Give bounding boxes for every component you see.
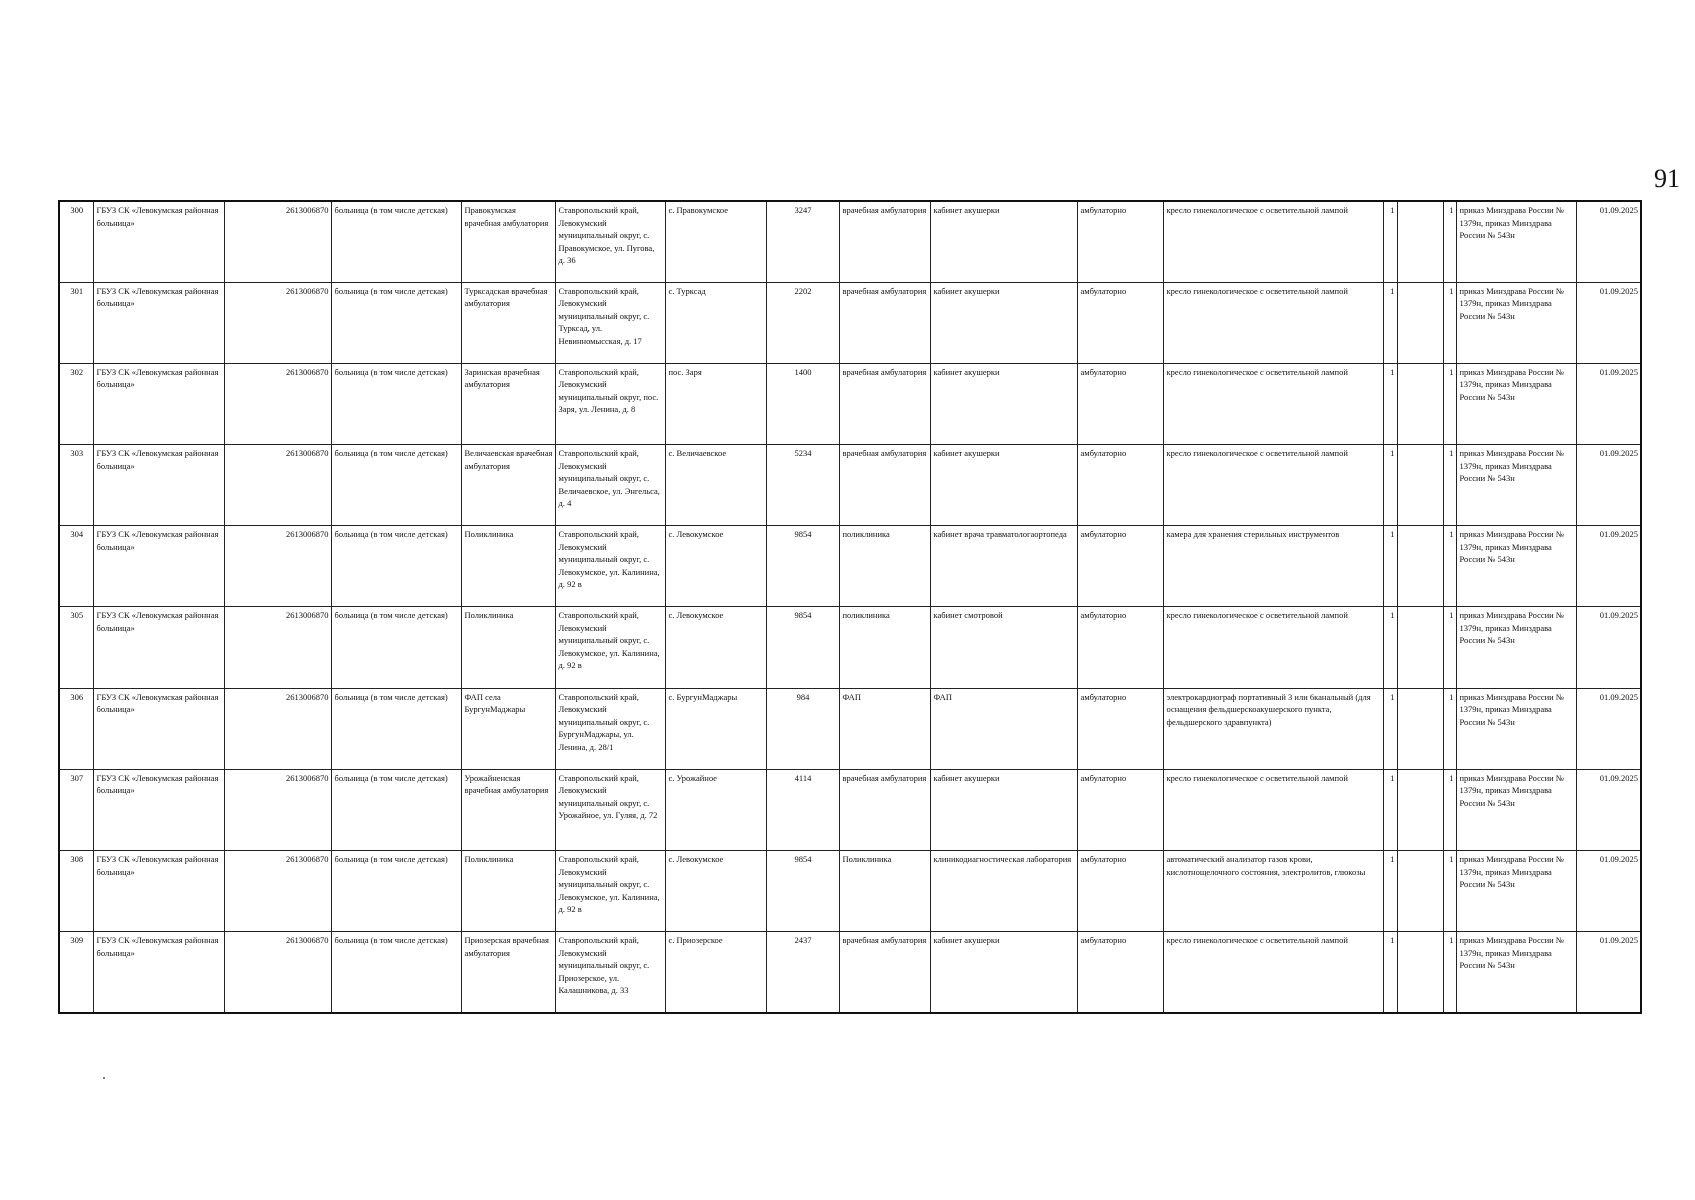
equipment-cell: кресло гинекологическое с осветительной лампой bbox=[1163, 282, 1383, 363]
population-cell: 3247 bbox=[766, 201, 839, 282]
organization-cell: ГБУЗ СК «Левокумская районная больница» bbox=[93, 526, 224, 607]
institution-type-cell: больница (в том числе детская) bbox=[331, 851, 461, 932]
equipment-cell: электрокардиограф портативный 3 или 6канальный (для оснащения фельдшерскоакушерского пункта, фельдшерского здравпункта) bbox=[1163, 688, 1383, 769]
equipment-cell: кресло гинекологическое с осветительной лампой bbox=[1163, 363, 1383, 444]
quantity-needed-cell: 1 bbox=[1383, 445, 1397, 526]
date-cell: 01.09.2025 bbox=[1576, 607, 1641, 688]
quantity-planned-cell: 1 bbox=[1443, 526, 1456, 607]
subdivision-cell: Поликлиника bbox=[461, 607, 555, 688]
subdivision-cell: Приозерская врачебная амбулатория bbox=[461, 932, 555, 1013]
subdivision-cell: Турксадская врачебная амбулатория bbox=[461, 282, 555, 363]
inn-cell: 2613006870 bbox=[224, 769, 331, 850]
settlement-cell: с. БургунМаджары bbox=[665, 688, 766, 769]
equipment-cell: кресло гинекологическое с осветительной лампой bbox=[1163, 607, 1383, 688]
cabinet-cell: кабинет акушерки bbox=[930, 769, 1077, 850]
table-row bbox=[59, 282, 1641, 363]
quantity-planned-cell: 1 bbox=[1443, 769, 1456, 850]
organization-cell: ГБУЗ СК «Левокумская районная больница» bbox=[93, 851, 224, 932]
cabinet-cell: кабинет врача травматологаортопеда bbox=[930, 526, 1077, 607]
care-form-cell: амбулаторно bbox=[1077, 526, 1163, 607]
equipment-cell: автоматический анализатор газов крови, кислотнощелочного состояния, электролитов, глюкозы bbox=[1163, 851, 1383, 932]
address-cell: Ставропольский край, Левокумский муниципальный округ, с. Приозерское, ул. Калашникова, д. 33 bbox=[555, 932, 665, 1013]
row-number-cell: 304 bbox=[59, 526, 93, 607]
regulation-cell: приказ Минздрава России № 1379н, приказ Минздрава России № 543н bbox=[1456, 851, 1576, 932]
institution-type-cell: больница (в том числе детская) bbox=[331, 363, 461, 444]
subdivision-cell: Урожайненская врачебная амбулатория bbox=[461, 769, 555, 850]
cabinet-cell: кабинет акушерки bbox=[930, 201, 1077, 282]
organization-cell: ГБУЗ СК «Левокумская районная больница» bbox=[93, 201, 224, 282]
date-cell: 01.09.2025 bbox=[1576, 769, 1641, 850]
unit-type-cell: врачебная амбулатория bbox=[839, 932, 930, 1013]
date-cell: 01.09.2025 bbox=[1576, 688, 1641, 769]
quantity-needed-cell: 1 bbox=[1383, 932, 1397, 1013]
quantity-needed-cell: 1 bbox=[1383, 282, 1397, 363]
quantity-available-cell bbox=[1397, 688, 1443, 769]
unit-type-cell: ФАП bbox=[839, 688, 930, 769]
inn-cell: 2613006870 bbox=[224, 851, 331, 932]
date-cell: 01.09.2025 bbox=[1576, 445, 1641, 526]
population-cell: 2202 bbox=[766, 282, 839, 363]
quantity-needed-cell: 1 bbox=[1383, 688, 1397, 769]
inn-cell: 2613006870 bbox=[224, 932, 331, 1013]
quantity-available-cell bbox=[1397, 363, 1443, 444]
address-cell: Ставропольский край, Левокумский муниципальный округ, с. Левокумское, ул. Калинина, д. 92 в bbox=[555, 851, 665, 932]
quantity-available-cell bbox=[1397, 526, 1443, 607]
cabinet-cell: клиникодиагностическая лаборатория bbox=[930, 851, 1077, 932]
institution-type-cell: больница (в том числе детская) bbox=[331, 769, 461, 850]
address-cell: Ставропольский край, Левокумский муниципальный округ, с. Турксад, ул. Невинномысская, д. 17 bbox=[555, 282, 665, 363]
page-number: 91 bbox=[1654, 164, 1680, 193]
quantity-planned-cell: 1 bbox=[1443, 201, 1456, 282]
inn-cell: 2613006870 bbox=[224, 201, 331, 282]
table-row bbox=[59, 851, 1641, 932]
organization-cell: ГБУЗ СК «Левокумская районная больница» bbox=[93, 445, 224, 526]
unit-type-cell: врачебная амбулатория bbox=[839, 445, 930, 526]
care-form-cell: амбулаторно bbox=[1077, 607, 1163, 688]
date-cell: 01.09.2025 bbox=[1576, 282, 1641, 363]
quantity-available-cell bbox=[1397, 932, 1443, 1013]
row-number-cell: 308 bbox=[59, 851, 93, 932]
date-cell: 01.09.2025 bbox=[1576, 526, 1641, 607]
quantity-available-cell bbox=[1397, 445, 1443, 526]
quantity-available-cell bbox=[1397, 282, 1443, 363]
care-form-cell: амбулаторно bbox=[1077, 851, 1163, 932]
quantity-planned-cell: 1 bbox=[1443, 688, 1456, 769]
quantity-needed-cell: 1 bbox=[1383, 201, 1397, 282]
organization-cell: ГБУЗ СК «Левокумская районная больница» bbox=[93, 607, 224, 688]
cabinet-cell: кабинет акушерки bbox=[930, 282, 1077, 363]
population-cell: 9854 bbox=[766, 526, 839, 607]
table-row bbox=[59, 932, 1641, 1013]
cabinet-cell: кабинет акушерки bbox=[930, 445, 1077, 526]
regulation-cell: приказ Минздрава России № 1379н, приказ Минздрава России № 543н bbox=[1456, 201, 1576, 282]
table-row bbox=[59, 363, 1641, 444]
table-row bbox=[59, 445, 1641, 526]
equipment-cell: кресло гинекологическое с осветительной лампой bbox=[1163, 201, 1383, 282]
table-row bbox=[59, 688, 1641, 769]
inn-cell: 2613006870 bbox=[224, 363, 331, 444]
settlement-cell: с. Правокумское bbox=[665, 201, 766, 282]
organization-cell: ГБУЗ СК «Левокумская районная больница» bbox=[93, 769, 224, 850]
inn-cell: 2613006870 bbox=[224, 607, 331, 688]
regulation-cell: приказ Минздрава России № 1379н, приказ Минздрава России № 543н bbox=[1456, 445, 1576, 526]
row-number-cell: 301 bbox=[59, 282, 93, 363]
row-number-cell: 306 bbox=[59, 688, 93, 769]
inn-cell: 2613006870 bbox=[224, 445, 331, 526]
quantity-planned-cell: 1 bbox=[1443, 282, 1456, 363]
regulation-cell: приказ Минздрава России № 1379н, приказ Минздрава России № 543н bbox=[1456, 932, 1576, 1013]
quantity-available-cell bbox=[1397, 607, 1443, 688]
cabinet-cell: ФАП bbox=[930, 688, 1077, 769]
settlement-cell: с. Приозерское bbox=[665, 932, 766, 1013]
subdivision-cell: Величаевская врачебная амбулатория bbox=[461, 445, 555, 526]
organization-cell: ГБУЗ СК «Левокумская районная больница» bbox=[93, 363, 224, 444]
quantity-planned-cell: 1 bbox=[1443, 445, 1456, 526]
row-number-cell: 305 bbox=[59, 607, 93, 688]
table-row bbox=[59, 607, 1641, 688]
unit-type-cell: Поликлиника bbox=[839, 851, 930, 932]
quantity-planned-cell: 1 bbox=[1443, 363, 1456, 444]
institution-type-cell: больница (в том числе детская) bbox=[331, 201, 461, 282]
care-form-cell: амбулаторно bbox=[1077, 445, 1163, 526]
regulation-cell: приказ Минздрава России № 1379н, приказ Минздрава России № 543н bbox=[1456, 282, 1576, 363]
institution-type-cell: больница (в том числе детская) bbox=[331, 932, 461, 1013]
population-cell: 1400 bbox=[766, 363, 839, 444]
care-form-cell: амбулаторно bbox=[1077, 201, 1163, 282]
date-cell: 01.09.2025 bbox=[1576, 932, 1641, 1013]
care-form-cell: амбулаторно bbox=[1077, 769, 1163, 850]
address-cell: Ставропольский край, Левокумский муниципальный округ, с. Правокумское, ул. Пугова, д. 36 bbox=[555, 201, 665, 282]
row-number-cell: 309 bbox=[59, 932, 93, 1013]
registry-body bbox=[59, 201, 1641, 1013]
institution-type-cell: больница (в том числе детская) bbox=[331, 445, 461, 526]
date-cell: 01.09.2025 bbox=[1576, 201, 1641, 282]
care-form-cell: амбулаторно bbox=[1077, 688, 1163, 769]
population-cell: 984 bbox=[766, 688, 839, 769]
subdivision-cell: Поликлиника bbox=[461, 526, 555, 607]
population-cell: 4114 bbox=[766, 769, 839, 850]
settlement-cell: с. Урожайное bbox=[665, 769, 766, 850]
subdivision-cell: ФАП села БургунМаджары bbox=[461, 688, 555, 769]
unit-type-cell: врачебная амбулатория bbox=[839, 769, 930, 850]
quantity-needed-cell: 1 bbox=[1383, 769, 1397, 850]
institution-type-cell: больница (в том числе детская) bbox=[331, 688, 461, 769]
cabinet-cell: кабинет смотровой bbox=[930, 607, 1077, 688]
cabinet-cell: кабинет акушерки bbox=[930, 932, 1077, 1013]
inn-cell: 2613006870 bbox=[224, 688, 331, 769]
organization-cell: ГБУЗ СК «Левокумская районная больница» bbox=[93, 282, 224, 363]
table-row bbox=[59, 526, 1641, 607]
regulation-cell: приказ Минздрава России № 1379н, приказ Минздрава России № 543н bbox=[1456, 526, 1576, 607]
organization-cell: ГБУЗ СК «Левокумская районная больница» bbox=[93, 932, 224, 1013]
population-cell: 9854 bbox=[766, 607, 839, 688]
quantity-planned-cell: 1 bbox=[1443, 851, 1456, 932]
date-cell: 01.09.2025 bbox=[1576, 851, 1641, 932]
subdivision-cell: Заринская врачебная амбулатория bbox=[461, 363, 555, 444]
quantity-needed-cell: 1 bbox=[1383, 851, 1397, 932]
regulation-cell: приказ Минздрава России № 1379н, приказ Минздрава России № 543н bbox=[1456, 769, 1576, 850]
quantity-needed-cell: 1 bbox=[1383, 526, 1397, 607]
unit-type-cell: врачебная амбулатория bbox=[839, 282, 930, 363]
quantity-needed-cell: 1 bbox=[1383, 607, 1397, 688]
settlement-cell: пос. Заря bbox=[665, 363, 766, 444]
equipment-cell: кресло гинекологическое с осветительной лампой bbox=[1163, 445, 1383, 526]
unit-type-cell: врачебная амбулатория bbox=[839, 201, 930, 282]
organization-cell: ГБУЗ СК «Левокумская районная больница» bbox=[93, 688, 224, 769]
care-form-cell: амбулаторно bbox=[1077, 282, 1163, 363]
quantity-planned-cell: 1 bbox=[1443, 607, 1456, 688]
address-cell: Ставропольский край, Левокумский муниципальный округ, с. Левокумское, ул. Калинина, д. 92 в bbox=[555, 607, 665, 688]
settlement-cell: с. Левокумское bbox=[665, 607, 766, 688]
settlement-cell: с. Турксад bbox=[665, 282, 766, 363]
scan-speck bbox=[103, 1077, 105, 1079]
inn-cell: 2613006870 bbox=[224, 282, 331, 363]
inn-cell: 2613006870 bbox=[224, 526, 331, 607]
address-cell: Ставропольский край, Левокумский муниципальный округ, с. Левокумское, ул. Калинина, д. 92 в bbox=[555, 526, 665, 607]
address-cell: Ставропольский край, Левокумский муниципальный округ, с. Урожайное, ул. Гуляя, д. 72 bbox=[555, 769, 665, 850]
table-row bbox=[59, 201, 1641, 282]
regulation-cell: приказ Минздрава России № 1379н, приказ Минздрава России № 543н bbox=[1456, 688, 1576, 769]
institution-type-cell: больница (в том числе детская) bbox=[331, 282, 461, 363]
institution-type-cell: больница (в том числе детская) bbox=[331, 526, 461, 607]
population-cell: 9854 bbox=[766, 851, 839, 932]
table-row bbox=[59, 769, 1641, 850]
row-number-cell: 307 bbox=[59, 769, 93, 850]
equipment-cell: кресло гинекологическое с осветительной лампой bbox=[1163, 769, 1383, 850]
care-form-cell: амбулаторно bbox=[1077, 932, 1163, 1013]
settlement-cell: с. Левокумское bbox=[665, 851, 766, 932]
row-number-cell: 300 bbox=[59, 201, 93, 282]
settlement-cell: с. Величаевское bbox=[665, 445, 766, 526]
quantity-needed-cell: 1 bbox=[1383, 363, 1397, 444]
address-cell: Ставропольский край, Левокумский муниципальный округ, с. Величаевское, ул. Энгельса, д. 4 bbox=[555, 445, 665, 526]
cabinet-cell: кабинет акушерки bbox=[930, 363, 1077, 444]
population-cell: 5234 bbox=[766, 445, 839, 526]
settlement-cell: с. Левокумское bbox=[665, 526, 766, 607]
regulation-cell: приказ Минздрава России № 1379н, приказ Минздрава России № 543н bbox=[1456, 607, 1576, 688]
address-cell: Ставропольский край, Левокумский муниципальный округ, пос. Заря, ул. Ленина, д. 8 bbox=[555, 363, 665, 444]
quantity-available-cell bbox=[1397, 769, 1443, 850]
quantity-available-cell bbox=[1397, 201, 1443, 282]
unit-type-cell: врачебная амбулатория bbox=[839, 363, 930, 444]
row-number-cell: 302 bbox=[59, 363, 93, 444]
care-form-cell: амбулаторно bbox=[1077, 363, 1163, 444]
subdivision-cell: Поликлиника bbox=[461, 851, 555, 932]
quantity-planned-cell: 1 bbox=[1443, 932, 1456, 1013]
quantity-available-cell bbox=[1397, 851, 1443, 932]
unit-type-cell: поликлиника bbox=[839, 607, 930, 688]
row-number-cell: 303 bbox=[59, 445, 93, 526]
equipment-cell: камера для хранения стерильных инструментов bbox=[1163, 526, 1383, 607]
population-cell: 2437 bbox=[766, 932, 839, 1013]
regulation-cell: приказ Минздрава России № 1379н, приказ Минздрава России № 543н bbox=[1456, 363, 1576, 444]
subdivision-cell: Правокумская врачебная амбулатория bbox=[461, 201, 555, 282]
equipment-registry-table bbox=[58, 200, 1642, 1014]
institution-type-cell: больница (в том числе детская) bbox=[331, 607, 461, 688]
address-cell: Ставропольский край, Левокумский муниципальный округ, с. БургунМаджары, ул. Ленина, д. 28/1 bbox=[555, 688, 665, 769]
date-cell: 01.09.2025 bbox=[1576, 363, 1641, 444]
equipment-cell: кресло гинекологическое с осветительной лампой bbox=[1163, 932, 1383, 1013]
unit-type-cell: поликлиника bbox=[839, 526, 930, 607]
